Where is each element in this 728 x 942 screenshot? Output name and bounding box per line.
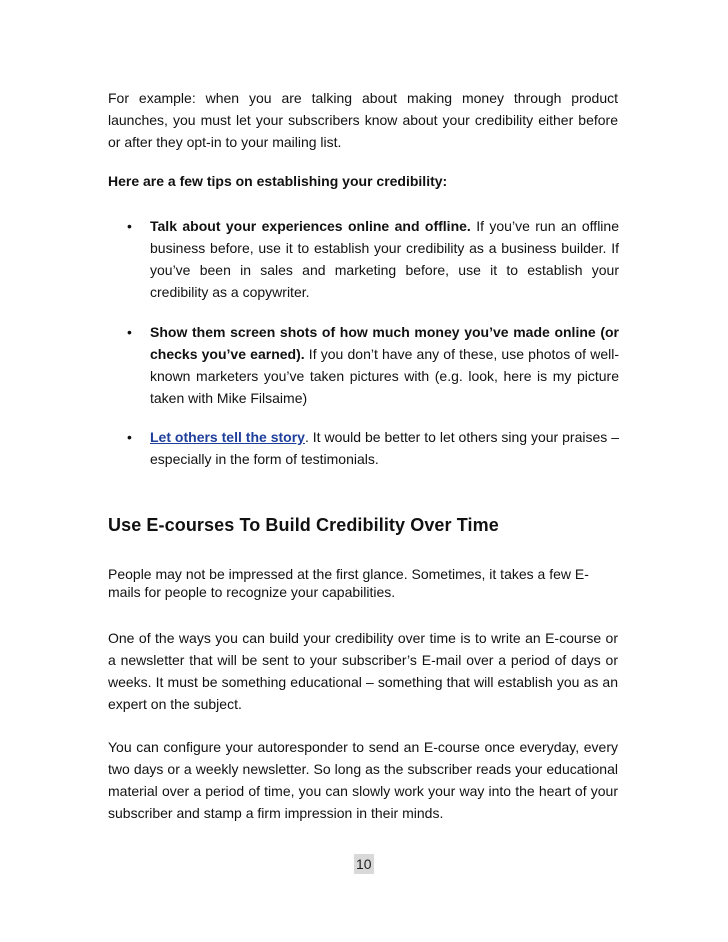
section-paragraph: One of the ways you can build your credibility over time is to write an E-course or a newsletter that will be sent to your subscriber’s E-mail over a period of days or weeks. It must be something educational – something that will establish you as an expert on the subject. <box>108 630 618 712</box>
bullet-icon: • <box>127 218 132 234</box>
section-paragraph: People may not be impressed at the first glance. Sometimes, it takes a few E-mails for people to recognize your capabilities. <box>108 566 589 600</box>
intro-paragraph: For example: when you are talking about making money through product launches, you must let your subscribers know about your credibility either before or after they opt-in to your mailing list. <box>108 90 618 150</box>
list-item-body: If you’ve run an offline business before, use it to establish your credibility as a business builder. If you’ve been in sales and marketing before, use it to establish your credibility as a copywriter. <box>150 218 619 300</box>
list-item <box>127 426 619 470</box>
bullet-icon: • <box>127 429 132 445</box>
testimonials-link[interactable]: Let others tell the story <box>150 429 305 445</box>
bullet-icon: • <box>127 324 132 340</box>
list-item-text <box>150 426 619 470</box>
list-item-text <box>150 321 619 409</box>
list-item-lead: Show them screen shots of how much money you’ve made online (or checks you’ve earned). <box>150 324 619 362</box>
page-number: 10 <box>356 856 372 872</box>
section-paragraph: You can configure your autoresponder to send an E-course once everyday, every two days or a weekly newsletter. So long as the subscriber reads your educational material over a period of time, you can slowly work your way into the heart of your subscriber and stamp a firm impression in their minds. <box>108 739 618 821</box>
list-item-body: . It would be better to let others sing your praises – especially in the form of testimonials. <box>150 429 619 467</box>
list-item-lead: Talk about your experiences online and offline. <box>150 218 471 234</box>
list-item <box>127 215 619 303</box>
list-item-text <box>150 215 619 303</box>
tips-heading: Here are a few tips on establishing your credibility: <box>108 173 448 189</box>
list-item <box>127 321 619 409</box>
list-item-body: If you don’t have any of these, use photos of well-known marketers you’ve taken pictures with (e.g. look, here is my picture taken with Mike Filsaime) <box>150 346 619 406</box>
section-title: Use E-courses To Build Credibility Over Time <box>108 515 499 535</box>
